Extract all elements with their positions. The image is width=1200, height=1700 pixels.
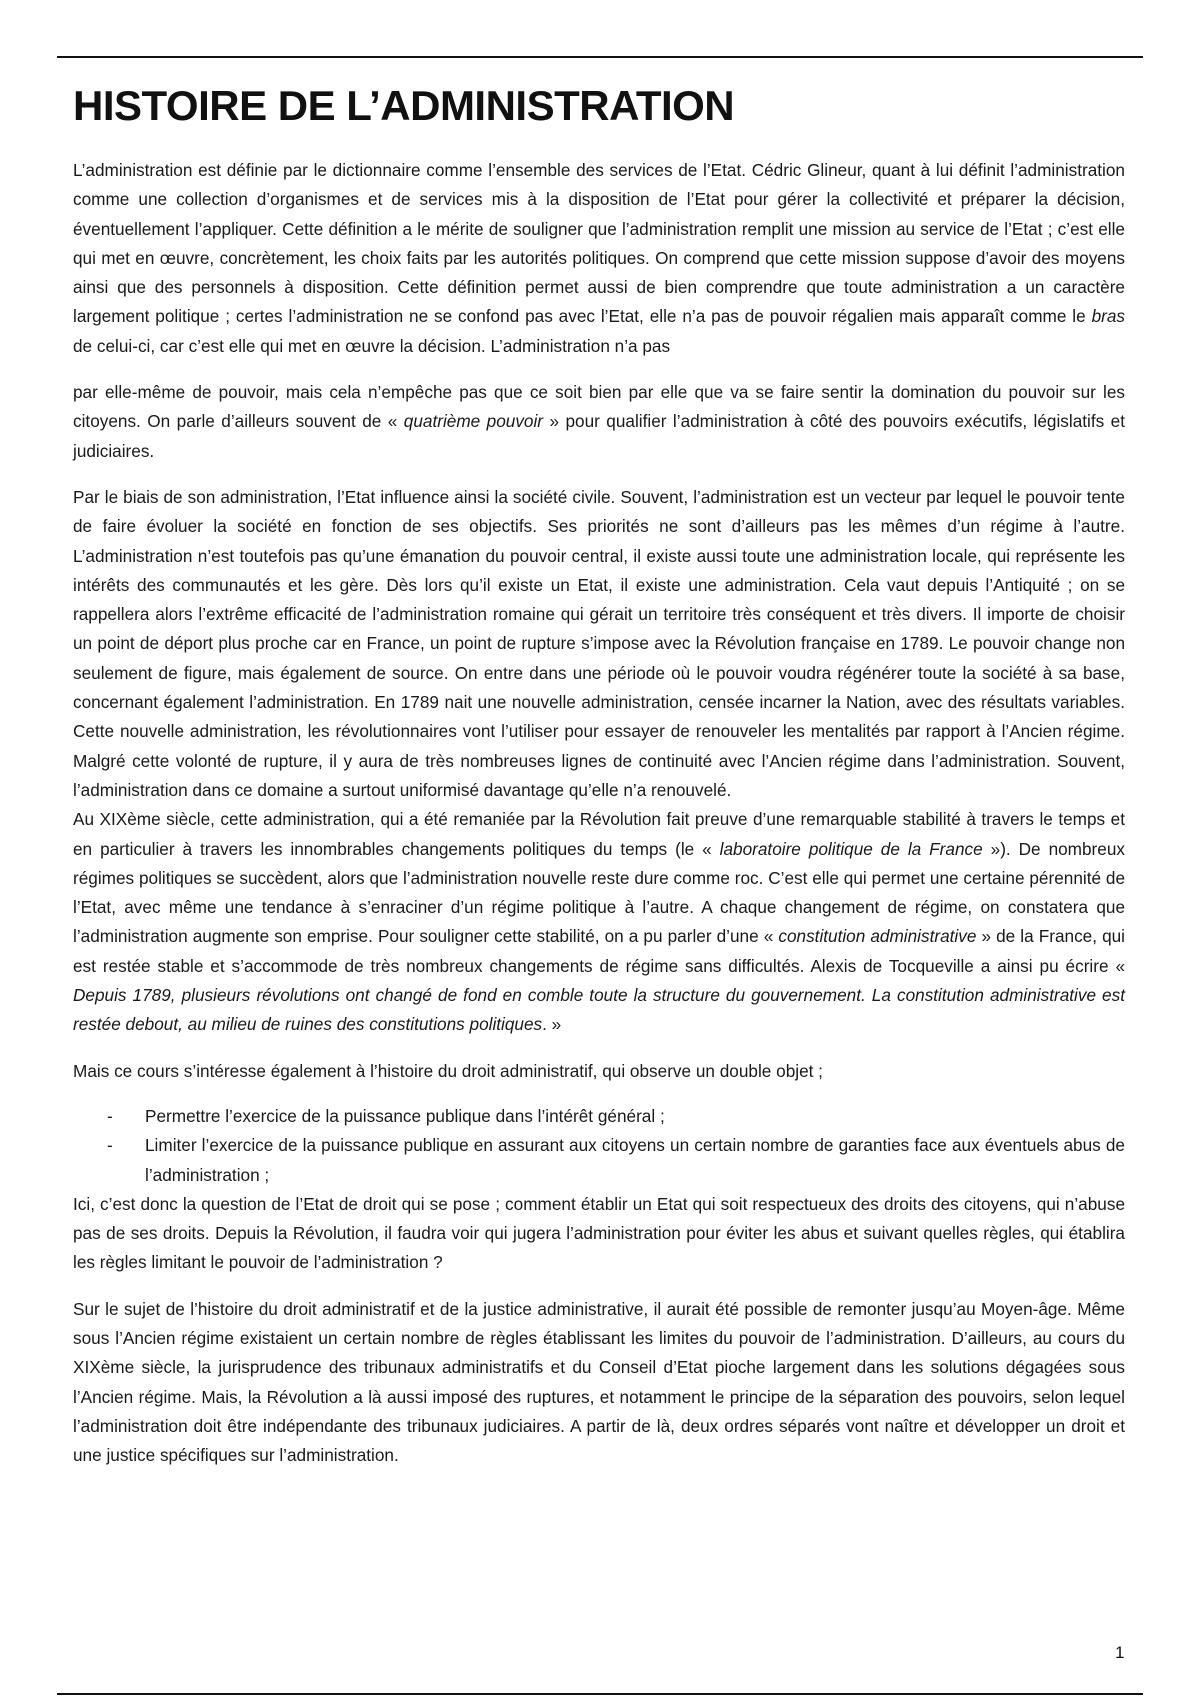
bullet-item — [73, 1131, 1125, 1190]
italic-run: Depuis 1789, plusieurs révolutions ont changé de fond en comble toute la structure du gouvernement. La constitution administrative est restée debout, au milieu de ruines des constitutions politiques — [73, 985, 1125, 1035]
paragraph-fourth-power — [73, 378, 1125, 466]
text-run: » de la France, qui est restée stable et s’accommode de très nombreux changements de régime sans difficultés. Alexis de Tocqueville a ainsi pu écrire « — [73, 926, 1126, 976]
italic-run: quatrième pouvoir — [403, 411, 544, 432]
text-run: par elle-même de pouvoir, mais cela n’empêche pas que ce soit bien par elle que va se faire sentir la domination du pouvoir sur les citoyens. On parle d’ailleurs souvent de « — [73, 382, 1125, 432]
bullet-list — [73, 1102, 1125, 1190]
paragraph-rule-of-law: Ici, c’est donc la question de l’Etat de droit qui se pose ; comment établir un Etat qui soit respectueux des droits des citoyens, qui n’abuse pas de ses droits. Depuis la Révolution, il faudra voir qui jugera l’administration pour éviter les abus et suivant quelles règles, qui établira les règles limitant le pouvoir de l’administration ? — [73, 1193, 1125, 1273]
text-run: . » — [542, 1014, 562, 1035]
bullet-item — [73, 1102, 1125, 1131]
paragraph-civil-society: Par le biais de son administration, l’Etat influence ainsi la société civile. Souvent, l’administration est un vecteur par lequel le pouvoir tente de faire évoluer la société en fonction de ses objectifs. Ses priorités ne sont d’ailleurs pas les mêmes d’un régime à l’autre. L’administration n’est toutefois pas qu’une émanation du pouvoir central, il existe aussi toute une administration locale, qui représente les intérêts des communautés et les gère. Dès lors qu’il existe un Etat, il existe une administration. Cela vaut depuis l’Antiquité ; on se rappellera alors l’extrême efficacité de l’administration romaine qui gérait un territoire très conséquent et très divers. Il importe de choisir un point de déport plus proche car en France, un point de rupture s’impose avec la Révolution française en 1789. Le pouvoir change non seulement de figure, mais également de source. On entre dans une période où le pouvoir voudra régénérer toute la société à sa base, concernant également l’administration. En 1789 nait une nouvelle administration, censée incarner la Nation, avec des résultats variables. Cette nouvelle administration, les révolutionnaires vont l’utiliser pour essayer de renouveler les mentalités par rapport à l’Ancien régime. Malgré cette volonté de rupture, il y aura de très nombreuses lignes de continuité avec l’Ancien régime dans l’administration. Souvent, l’administration dans ce domaine a surtout uniformisé davantage qu’elle n’a renouvelé. — [73, 486, 1125, 800]
footer-rule — [57, 1693, 1143, 1695]
text-run: Au XIXème siècle, cette administration, qui a été remaniée par la Révolution fait preuve d’une remarquable stabilité à travers le temps et en particulier à travers les innombrables changements politiques du temps (le « — [73, 809, 1125, 859]
paragraph-administrative-justice: Sur le sujet de l’histoire du droit administratif et de la justice administrative, il aurait été possible de remonter jusqu’au Moyen-âge. Même sous l’Ancien régime existaient un certain nombre de règles établissant les limites du pouvoir de l’administration. D’ailleurs, au cours du XIXème siècle, la jurisprudence des tribunaux administratifs et du Conseil d’Etat pioche largement dans les solutions dégagées sous l’Ancien régime. Mais, la Révolution a là aussi imposé des ruptures, et notamment le principe de la séparation des pouvoirs, selon lequel l’administration doit être indépendante des tribunaux judiciaires. A partir de là, deux ordres séparés vont naître et développer un droit et une justice spécifiques sur l’administration. — [73, 1298, 1125, 1466]
document-title: HISTOIRE DE L’ADMINISTRATION — [73, 82, 735, 129]
text-run: L’administration est définie par le dictionnaire comme l’ensemble des services de l’Etat. Cédric Glineur, quant à lui définit l’administration comme une collection d’organismes et de services mis à la disposition de l’Etat pour gérer la collectivité et préparer la décision, éventuellement l’appliquer. Cette définition a le mérite de souligner que l’administration remplit une mission au service de l’Etat ; c’est elle qui met en œuvre, concrètement, les choix faits par les autorités politiques. On comprend que cette mission suppose d’avoir des moyens ainsi que des personnels à disposition. Cette définition permet aussi de bien comprendre que toute administration a un caractère largement politique ; certes l’administration ne se confond pas avec l’Etat, elle n’a pas de pouvoir régalien mais apparaît comme le — [73, 160, 1125, 327]
bullet-text: Permettre l’exercice de la puissance publique dans l’intérêt général ; — [145, 1105, 665, 1126]
italic-run: constitution administrative — [778, 926, 977, 947]
text-run: » pour qualifier l’administration à côté des pouvoirs exécutifs, législatifs et judiciaires. — [73, 411, 1125, 461]
paragraph-double-object: Mais ce cours s’intéresse également à l’histoire du droit administratif, qui observe un double objet ; — [73, 1060, 823, 1081]
bullet-marker: - — [107, 1135, 113, 1156]
bullet-text: Limiter l’exercice de la puissance publique en assurant aux citoyens un certain nombre de garanties face aux éventuels abus de l’administration ; — [145, 1135, 1125, 1185]
italic-run: bras — [1091, 306, 1125, 327]
document-body — [73, 156, 1125, 1470]
text-run: »). De nombreux régimes politiques se succèdent, alors que l’administration nouvelle reste dure comme roc. C’est elle qui permet une certaine pérennité de l’Etat, avec même une tendance à s’enraciner d’un régime politique à l’autre. A chaque changement de régime, on constatera que l’administration augmente son emprise. Pour souligner cette stabilité, on a pu parler d’une « — [73, 838, 1125, 947]
text-run: de celui-ci, car c’est elle qui met en œuvre la décision. L’administration n’a pas — [73, 335, 671, 356]
page-number: 1 — [1115, 1643, 1125, 1662]
document-page — [73, 72, 1125, 1487]
header-rule — [57, 56, 1143, 58]
bullet-marker: - — [107, 1105, 113, 1126]
paragraph-nineteenth-century — [73, 805, 1125, 1039]
paragraph-definition — [73, 156, 1125, 361]
italic-run: laboratoire politique de la France — [719, 838, 983, 859]
